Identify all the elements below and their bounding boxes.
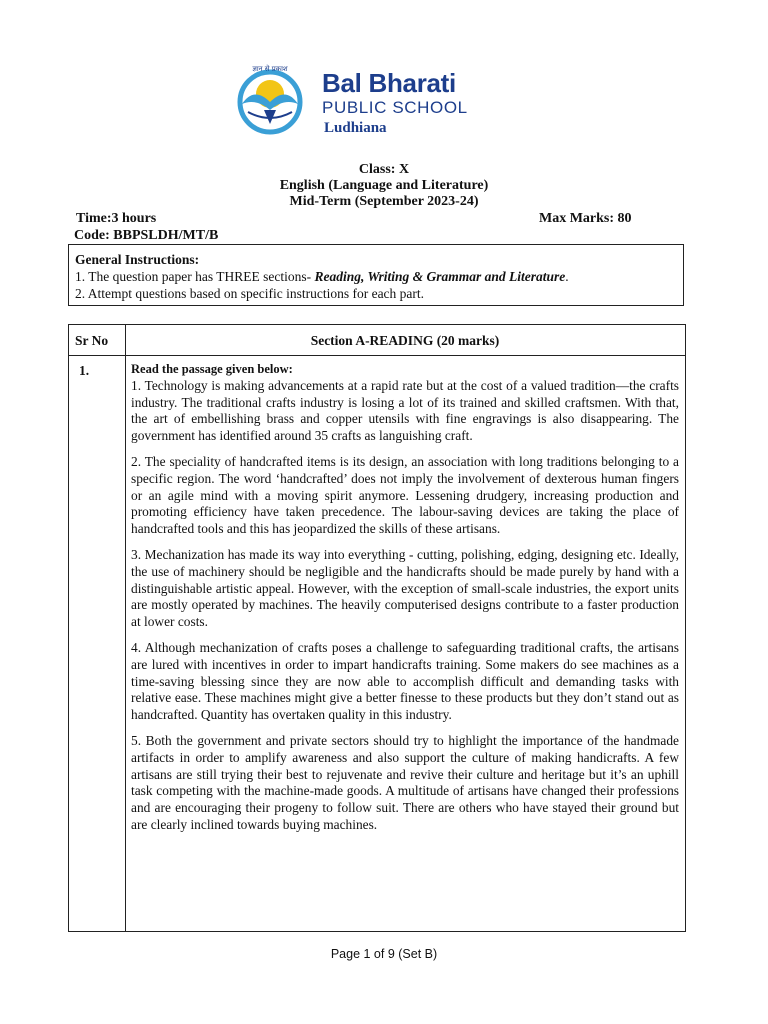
passage-paragraph: 1. Technology is making advancements at a rapid rate but at the cost of a valued tradition—the crafts industry. The traditional crafts industry is losing a lot of its trained and skilled craftsmen. With that, the art of embellishing brass and copper utensils with fine engravings is also disappearing. The government has identified around 35 crafts as languishing craft. (131, 377, 679, 444)
general-instructions-box (68, 244, 684, 306)
school-city: Ludhiana (324, 120, 387, 136)
school-logo (224, 64, 504, 144)
header-divider (69, 355, 685, 356)
question-table (68, 324, 686, 932)
class-line: Class: X (358, 162, 410, 177)
column-header-section: Section A-READING (20 marks) (310, 333, 500, 348)
passage-paragraph: 4. Although mechanization of crafts poses a challenge to safeguarding traditional crafts, the artisans are lured with incentives in order to impart handicrafts training. Some makers do see machines as a time-saving blessing since they are now able to accomplish difficult and demanding tasks with relative ease. These machines might give a better finesse to these products but they don’t stand out as handcrafted. Quantity has overtaken quality in this industry. (131, 639, 679, 723)
page-footer: Page 1 of 9 (Set B) (330, 947, 438, 961)
school-name: Bal Bharati (322, 68, 456, 98)
column-header-sr-no: Sr No (75, 333, 109, 348)
reading-passage (131, 361, 679, 843)
passage-lead: Read the passage given below: (131, 362, 293, 376)
column-divider (125, 325, 126, 931)
instruction-1: 1. The question paper has THREE sections- Reading, Writing & Grammar and Literature. (75, 269, 569, 284)
school-emblem-icon (224, 64, 320, 144)
subject-line: English (Language and Literature) (279, 178, 489, 193)
max-marks: Max Marks: 80 (539, 211, 632, 226)
instruction-2: 2. Attempt questions based on specific instructions for each part. (75, 286, 425, 301)
passage-paragraph: 3. Mechanization has made its way into everything - cutting, polishing, edging, designing etc. Ideally, the use of machinery should be negligible and the handicrafts should be made purely by hand with a distinguishable artistic appeal. However, with the exception of small-scale industries, the export units are mostly operated by machines. The heavily computerised designs contribute to a faster production at lower costs. (131, 546, 679, 630)
paper-code: Code: BBPSLDH/MT/B (74, 228, 219, 243)
school-subtitle: PUBLIC SCHOOL (322, 98, 468, 117)
instruction-1-sections: Reading, Writing & Grammar and Literature (314, 269, 566, 284)
passage-paragraph: 2. The speciality of handcrafted items is its design, an association with long traditions belonging to a specific region. The word ‘handcrafted’ does not imply the involvement of dexterous human fingers or an agile mind with a moving spirit anymore. Lessening drudgery, increasing production and promoting efficiency have taken precedence. The labour-saving devices are taking the place of handcrafted tools and this has jeopardized the skills of these artisans. (131, 453, 679, 537)
question-number: 1. (79, 363, 90, 378)
logo-motto: ज्ञान से प्रकाश (252, 65, 288, 73)
passage-paragraph: 5. Both the government and private sectors should try to highlight the importance of the handmade artifacts in order to amplify awareness and also support the culture of making handicrafts. A few artisans are still trying their best to rejuvenate and revive their culture and heritage but it’s an uphill task competing with the machine-made goods. A multitude of artisans have changed their professions and are encouraging their progeny to follow suit. There are others who have stayed their ground but are clearly inclined towards buying machines. (131, 732, 679, 832)
exam-line: Mid-Term (September 2023-24) (289, 194, 479, 209)
instructions-title: General Instructions: (75, 252, 200, 267)
time-allowed: Time:3 hours (76, 211, 157, 226)
